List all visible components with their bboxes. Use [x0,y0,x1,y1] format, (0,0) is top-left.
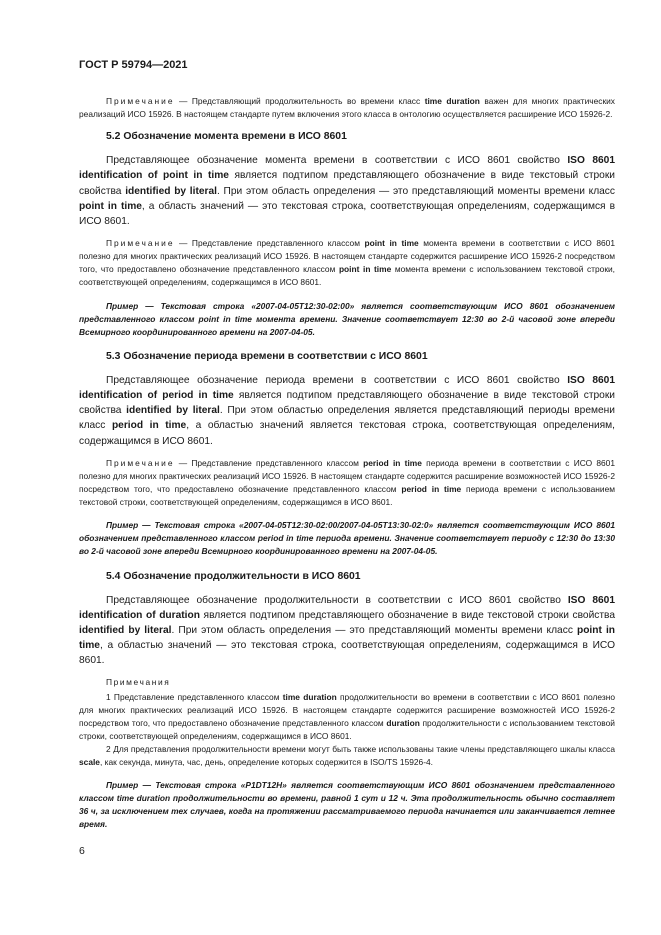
page-content [79,95,615,843]
section-5-2-heading: 5.2 Обозначение момента времени в ИСО 8601 [106,131,347,143]
note-label: Примечание [106,96,175,106]
section-5-3-heading: 5.3 Обозначение периода времени в соответствии с ИСО 8601 [106,350,428,362]
section-5-4-note-1: 1 Представление представленного классом time duration продолжительности во времени в соответствии с ИСО 8601 полезно для многих практических реализаций ИСО 15926. В настоящем стандарте содержится расширение возможностей ИСО 15926-2 посредством того, что предоставлено обозначение представленного классом duration продолжительности с использованием текстовой строки, соответствующей определениям, содержащимся в ИСО 8601. [79,691,616,741]
section-5-2-example: Пример — Текстовая строка «2007-04-05T12:30-02:00» является соответствующим ИСО 8601 обозначением представленного классом point in time момента времени. Значение соответствует 12:30 во 2-й часовой зоне впереди Всемирного координированного времени на 2007-04-05. [79,300,615,337]
section-5-4-heading: 5.4 Обозначение продолжительности в ИСО 8601 [106,570,361,582]
section-5-3-example: Пример — Текстовая строка «2007-04-05T12:30-02:00/2007-04-05T13:30-02:0» является соответствующим ИСО 8601 обозначением представленного классом period in time периода времени. Значение соответствует периоду с 12:30 до 13:30 во 2-й часовой зоне впереди Всемирного координированного времени на 2007-04-05. [79,520,615,557]
section-5-3-note: Примечание — Представление представленного классом period in time периода времени в соответствии с ИСО 8601 полезно для многих практических реализаций ИСО 15926. В настоящем стандарте содержится расширение возможностей ИСО 15926-2 посредством того, что предоставлено обозначение представленного классом period in time периода времени с использованием текстовой строки, соответствующей определениям, содержащимся в ИСО 8601. [79,457,615,508]
notes-title: Примечания [106,676,171,687]
section-5-2-note: Примечание — Представление представленного классом point in time момента времени в соответствии с ИСО 8601 полезно для многих практических реализаций ИСО 15926. В настоящем стандарте содержится расширение ИСО 15926-2 посредством того, что предоставлено обозначение представленного классом point in time момента времени с использованием текстовой строки, соответствующей определениям, содержащимся в ИСО 8601. [79,238,616,288]
section-5-3-paragraph: Представляющее обозначение периода времени в соответствии с ИСО 8601 свойство ISO 8601 identification of period in time является подтипом представляющего обозначение в виде текстовой строки свойства identified by literal. При этом областью определения является представляющий периоды времени класс period in time, а областью значений является текстовая строка, соответствующая определениям, содержащимся в ИСО 8601. [79,374,615,447]
page-number: 6 [79,845,85,857]
section-5-2-paragraph: Представляющее обозначение момента времени в соответствии с ИСО 8601 свойство ISO 8601 identification of point in time является подтипом представляющего обозначение в виде текстовый строки свойства identified by literal. При этом область определения — это представляющий моменты времени класс point in time, а область значений — это текстовая строка, соответствующая определениям, содержащимся в ИСО 8601. [79,155,615,227]
section-5-4-paragraph: Представляющее обозначение продолжительности в соответствии с ИСО 8601 свойство ISO 8601 identification of duration является подтипом представляющего обозначение в виде текстовой строки свойства identified by literal. При этом область определения — это представляющий моменты времени класс point in time, а областью значений — это текстовая строка, соответствующая определениям, содержащимся в ИСО 8601. [79,594,615,667]
section-5-4-note-2: 2 Для представления продолжительности времени могут быть также использованы такие члены представляющего шкалы класса scale, как секунда, минута, час, день, определение которых содержится в ISO/TS 15926-4. [79,743,615,768]
section-5-4-example: Пример — Текстовая строка «P1DT12H» является соответствующим ИСО 8601 обозначением представленного классом time duration продолжительности во времени, равной 1 сут и 12 ч. Эта продолжительность обычно составляет 36 ч, за исключением тех случаев, когда на протяжении рассматриваемого периода начинается или заканчивается летнее время. [79,780,615,830]
document-header: ГОСТ Р 59794—2021 [79,59,188,71]
intro-note: Примечание — Представляющий продолжительность во времени класс time duration важен для многих практических реализаций ИСО 15926. В настоящем стандарте путем включения этого класса в онтологию осуществляется расширение ИСО 15926-2. [79,96,615,120]
